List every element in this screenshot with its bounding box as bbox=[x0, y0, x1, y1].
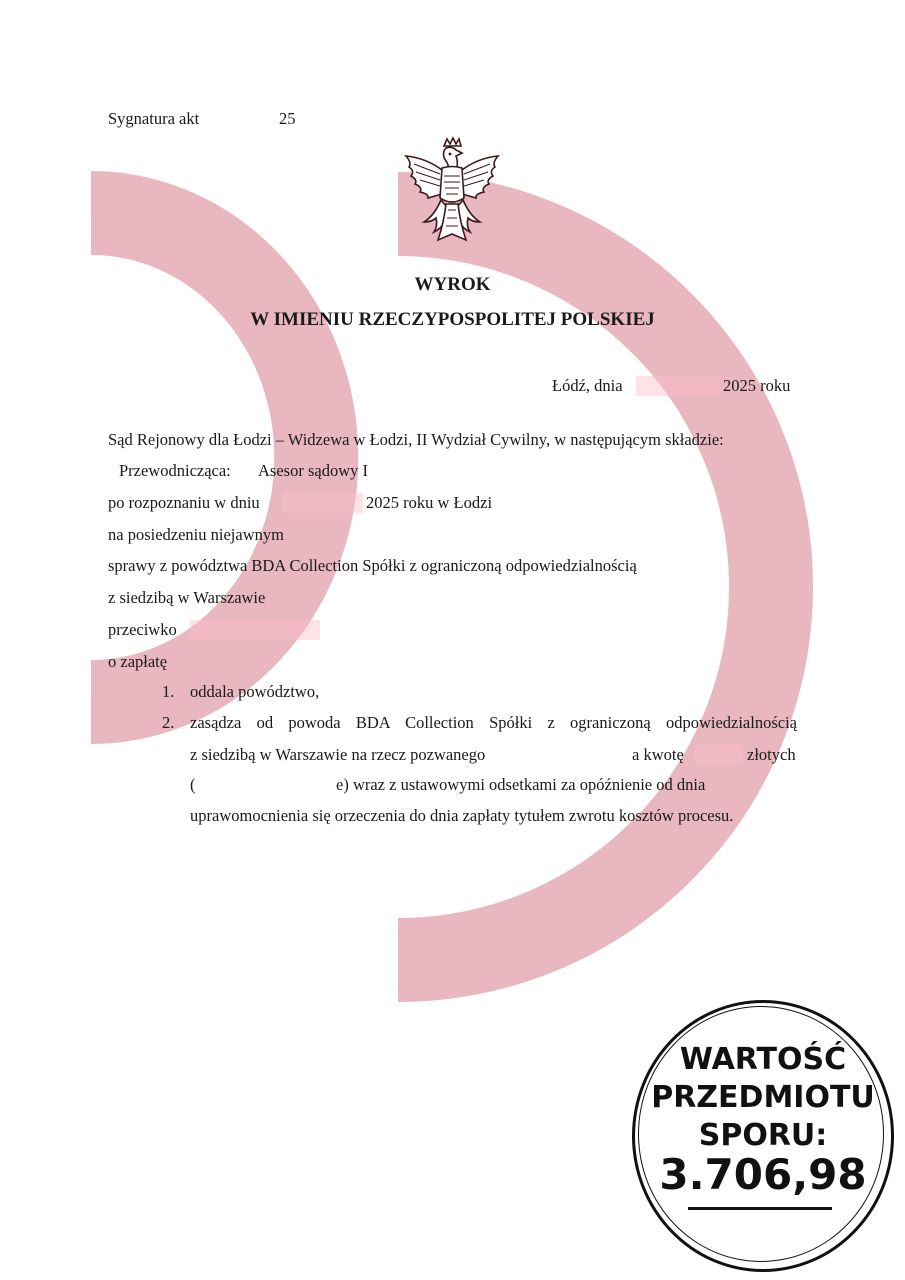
against-label: przeciwko bbox=[108, 620, 177, 639]
item-2-line-3b: e) wraz z ustawowymi odsetkami za opóźnienie od dnia bbox=[336, 775, 706, 794]
redacted-date bbox=[636, 376, 720, 396]
polish-eagle-emblem bbox=[400, 136, 504, 242]
dispute-value-stamp bbox=[632, 1000, 894, 1272]
stamp-line-1: WARTOŚĆ bbox=[679, 1042, 847, 1077]
subject-line: o zapłatę bbox=[108, 652, 168, 671]
item-2-line-2c: złotych bbox=[747, 745, 796, 764]
place-date-suffix: 2025 roku bbox=[723, 376, 791, 395]
item-2-line-2b: a kwotę bbox=[632, 745, 684, 764]
case-signature-suffix: 25 bbox=[279, 109, 296, 128]
item-2-line-4: uprawomocnienia się orzeczenia do dnia zapłaty tytułem zwrotu kosztów procesu. bbox=[190, 806, 734, 825]
stamp-line-2: PRZEDMIOTU bbox=[651, 1080, 875, 1115]
place-date-prefix: Łódź, dnia bbox=[552, 376, 623, 395]
item-number-1: 1. bbox=[162, 682, 175, 701]
hearing-suffix: 2025 roku w Łodzi bbox=[366, 493, 493, 512]
presiding-value: Asesor sądowy I bbox=[258, 461, 368, 480]
presiding-label: Przewodnicząca: bbox=[119, 461, 231, 480]
session-type: na posiedzeniu niejawnym bbox=[108, 525, 284, 544]
stamp-underline bbox=[688, 1207, 832, 1210]
stamp-value: 3.706,98 bbox=[659, 1150, 867, 1199]
item-2-line-2a: z siedzibą w Warszawie na rzecz pozwanego bbox=[190, 745, 486, 764]
court-composition: Sąd Rejonowy dla Łodzi – Widzewa w Łodzi, II Wydział Cywilny, w następującym składzie: bbox=[108, 430, 724, 449]
judgment-subtitle: W IMIENIU RZECZYPOSPOLITEJ POLSKIEJ bbox=[250, 309, 655, 330]
item-2-line-3a: ( bbox=[190, 775, 196, 794]
item-text-1: oddala powództwo, bbox=[190, 682, 320, 701]
redacted-amount bbox=[695, 745, 743, 765]
redacted-amount-words bbox=[198, 775, 334, 795]
redacted-hearing-date bbox=[283, 493, 363, 513]
item-number-2: 2. bbox=[162, 713, 175, 732]
claimant-seat: z siedzibą w Warszawie bbox=[108, 588, 266, 607]
hearing-prefix: po rozpoznaniu w dniu bbox=[108, 493, 260, 512]
judgment-title: WYROK bbox=[414, 274, 491, 295]
claim-line: sprawy z powództwa BDA Collection Spółki z ograniczoną odpowiedzialnością bbox=[108, 556, 637, 575]
redacted-defendant bbox=[190, 620, 320, 640]
case-signature-label: Sygnatura akt bbox=[108, 109, 200, 128]
stamp-line-3: SPORU: bbox=[698, 1118, 828, 1153]
item-2-line-1: zasądza od powoda BDA Collection Spółki z ograniczoną odpowiedzialnością bbox=[190, 713, 797, 732]
